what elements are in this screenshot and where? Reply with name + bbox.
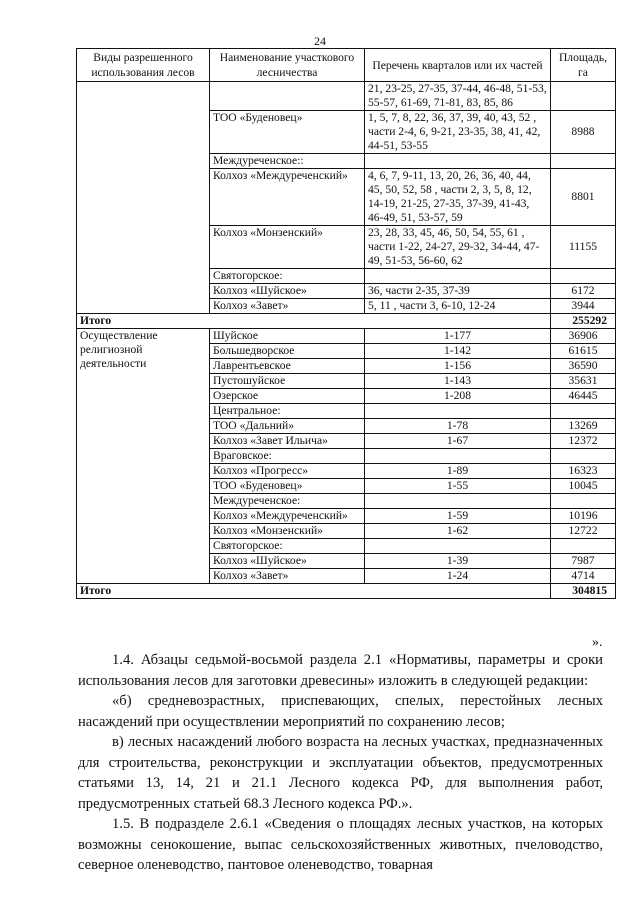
- header-usage: Виды разрешенного использования лесов: [77, 49, 210, 82]
- page-number: 24: [314, 34, 326, 48]
- forestry-cell: Колхоз «Прогресс»: [210, 464, 365, 479]
- area-cell: [551, 269, 616, 284]
- blocks-cell: [365, 269, 551, 284]
- area-cell: 46445: [551, 389, 616, 404]
- paragraph-v: в) лесных насаждений любого возраста на лесных участках, предназначенных для строительства, реконструкции и эксплуатации объектов, предусмотренных статьями 13, 14, 21 и 21.1 Лесного кодекса РФ, для выполнения работ, предусмотренных статьей 68.3 Лесного кодекса РФ.».: [78, 734, 603, 812]
- total-row: [77, 314, 616, 329]
- header-blocks: Перечень кварталов или их частей: [365, 49, 551, 82]
- closing-quote: ».: [592, 635, 603, 650]
- header-forestry: Наименование участкового лесничества: [210, 49, 365, 82]
- forestry-cell: Враговское:: [210, 449, 365, 464]
- paragraph-1-4: 1.4. Абзацы седьмой-восьмой раздела 2.1 «Нормативы, параметры и сроки использования лесов для заготовки древесины» изложить в следующей редакции:: [78, 652, 603, 689]
- table-row: [77, 82, 616, 111]
- forestry-cell: Колхоз «Завет»: [210, 569, 365, 584]
- area-cell: 3944: [551, 299, 616, 314]
- blocks-cell: 36, части 2-35, 37-39: [365, 284, 551, 299]
- total-area: 304815: [551, 584, 616, 599]
- area-cell: 7987: [551, 554, 616, 569]
- area-cell: [551, 539, 616, 554]
- forestry-cell: Колхоз «Завет»: [210, 299, 365, 314]
- forestry-cell: Центральное:: [210, 404, 365, 419]
- forestry-cell: Колхоз «Шуйское»: [210, 554, 365, 569]
- blocks-cell: 1-55: [365, 479, 551, 494]
- blocks-cell: 21, 23-25, 27-35, 37-44, 46-48, 51-53, 55-57, 61-69, 71-81, 83, 85, 86: [365, 82, 551, 111]
- paragraph-b: «б) средневозрастных, приспевающих, спелых, перестойных лесных насаждений при осуществлении мероприятий по сохранению лесов;: [78, 693, 603, 730]
- blocks-cell: [365, 494, 551, 509]
- forestry-cell: [210, 82, 365, 111]
- blocks-cell: 1-62: [365, 524, 551, 539]
- blocks-cell: 23, 28, 33, 45, 46, 50, 54, 55, 61 , части 1-22, 24-27, 29-32, 34-44, 47-49, 51-53, 56-60, 62: [365, 226, 551, 269]
- area-cell: [551, 82, 616, 111]
- table-header-row: [77, 49, 616, 82]
- blocks-cell: [365, 154, 551, 169]
- forestry-cell: Колхоз «Шуйское»: [210, 284, 365, 299]
- total-area: 255292: [551, 314, 616, 329]
- header-area: Площадь, га: [551, 49, 616, 82]
- body-text: [78, 650, 603, 876]
- forestry-cell: Междуреченское:: [210, 494, 365, 509]
- blocks-cell: 1-156: [365, 359, 551, 374]
- area-cell: [551, 404, 616, 419]
- forestry-cell: Междуреченское::: [210, 154, 365, 169]
- blocks-cell: [365, 404, 551, 419]
- forestry-cell: ТОО «Дальний»: [210, 419, 365, 434]
- area-cell: 12722: [551, 524, 616, 539]
- forestry-cell: Колхоз «Монзенский»: [210, 524, 365, 539]
- area-cell: 16323: [551, 464, 616, 479]
- blocks-cell: 1-59: [365, 509, 551, 524]
- forestry-cell: Колхоз «Междуреченский»: [210, 169, 365, 226]
- area-cell: [551, 154, 616, 169]
- blocks-cell: [365, 539, 551, 554]
- total-label: Итого: [77, 314, 551, 329]
- forestry-cell: Колхоз «Монзенский»: [210, 226, 365, 269]
- blocks-cell: 1-89: [365, 464, 551, 479]
- area-cell: 36590: [551, 359, 616, 374]
- total-row: [77, 584, 616, 599]
- blocks-cell: 5, 11 , части 3, 6-10, 12-24: [365, 299, 551, 314]
- blocks-cell: 1-39: [365, 554, 551, 569]
- forestry-cell: Лаврентьевское: [210, 359, 365, 374]
- area-cell: 8801: [551, 169, 616, 226]
- blocks-cell: 1-67: [365, 434, 551, 449]
- forestry-cell: Шуйское: [210, 329, 365, 344]
- total-label: Итого: [77, 584, 551, 599]
- blocks-cell: 1-24: [365, 569, 551, 584]
- table-row: [77, 329, 616, 344]
- table-body: [77, 82, 616, 599]
- paragraph-1-5: 1.5. В подразделе 2.6.1 «Сведения о площадях лесных участков, на которых возможны сенокошение, выпас сельскохозяйственных животных, пчеловодство, северное оленеводство, пантовое оленеводство, товарная: [78, 816, 603, 873]
- area-cell: [551, 494, 616, 509]
- area-cell: 8988: [551, 111, 616, 154]
- blocks-cell: 1-177: [365, 329, 551, 344]
- area-cell: [551, 449, 616, 464]
- forestry-cell: Колхоз «Завет Ильича»: [210, 434, 365, 449]
- blocks-cell: 1-208: [365, 389, 551, 404]
- forestry-cell: Святогорское:: [210, 269, 365, 284]
- area-cell: 10196: [551, 509, 616, 524]
- area-cell: 10045: [551, 479, 616, 494]
- usage-cell: [77, 82, 210, 314]
- blocks-cell: 4, 6, 7, 9-11, 13, 20, 26, 36, 40, 44, 45, 50, 52, 58 , части 2, 3, 5, 8, 12, 14-19, 21-25, 27-35, 37-39, 41-43, 46-49, 51, 53-57, 59: [365, 169, 551, 226]
- blocks-cell: 1, 5, 7, 8, 22, 36, 37, 39, 40, 43, 52 , части 2-4, 6, 9-21, 23-35, 38, 41, 42, 44-51, 53-55: [365, 111, 551, 154]
- forestry-cell: ТОО «Буденовец»: [210, 479, 365, 494]
- blocks-cell: 1-78: [365, 419, 551, 434]
- forestry-cell: ТОО «Буденовец»: [210, 111, 365, 154]
- area-cell: 11155: [551, 226, 616, 269]
- forestry-cell: Святогорское:: [210, 539, 365, 554]
- area-cell: 61615: [551, 344, 616, 359]
- forest-usage-table: [76, 48, 616, 599]
- forestry-cell: Колхоз «Междуреченский»: [210, 509, 365, 524]
- blocks-cell: 1-142: [365, 344, 551, 359]
- blocks-cell: 1-143: [365, 374, 551, 389]
- area-cell: 35631: [551, 374, 616, 389]
- usage-cell: Осуществление религиозной деятельности: [77, 329, 210, 584]
- area-cell: 6172: [551, 284, 616, 299]
- forestry-cell: Озерское: [210, 389, 365, 404]
- area-cell: 4714: [551, 569, 616, 584]
- area-cell: 12372: [551, 434, 616, 449]
- forestry-cell: Пустошуйское: [210, 374, 365, 389]
- area-cell: 13269: [551, 419, 616, 434]
- blocks-cell: [365, 449, 551, 464]
- area-cell: 36906: [551, 329, 616, 344]
- forestry-cell: Большедворское: [210, 344, 365, 359]
